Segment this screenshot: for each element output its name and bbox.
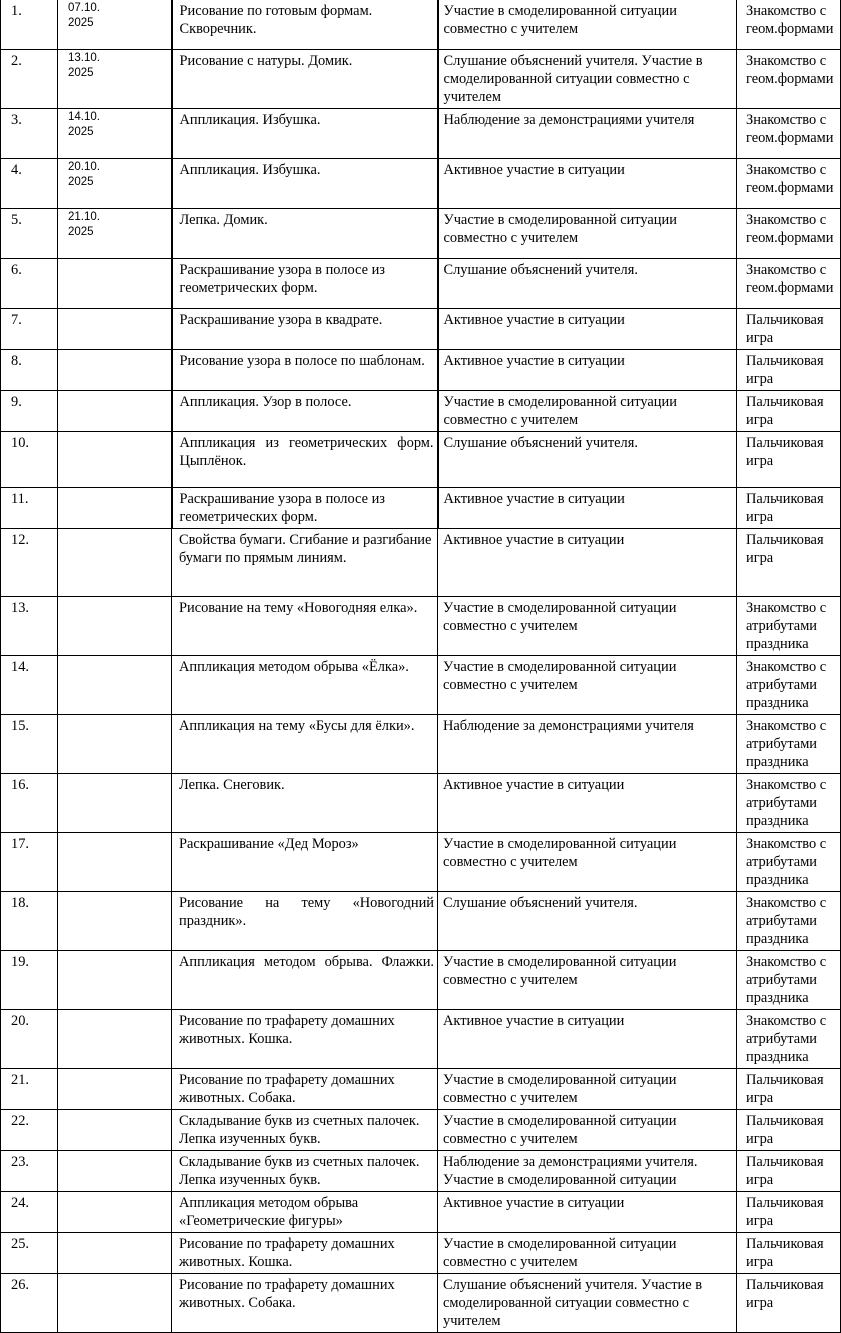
table-row [1,1151,841,1192]
lesson-date [58,1274,172,1333]
lesson-date [58,350,172,391]
lesson-topic [172,1069,438,1110]
row-number-text: 24. [11,1195,29,1211]
lesson-topic-text: Рисование на тему «Новогодний праздник». [179,895,434,929]
lesson-date [58,309,172,350]
correction-work [737,1192,841,1233]
lesson-date-text: 20.10. 2025 [68,161,100,188]
student-activity [438,0,737,50]
student-activity-text: Активное участие в ситуации [443,1013,625,1029]
lesson-topic-text: Аппликация методом обрыва «Геометрические фигуры» [179,1195,359,1229]
student-activity [438,1151,737,1192]
correction-work-text: Знакомство с атрибутами праздника [746,895,827,947]
student-activity-text: Активное участие в ситуации [443,312,625,328]
row-number [1,350,58,391]
lesson-topic-text: Лепка. Домик. [179,212,268,228]
student-activity [438,892,737,951]
student-activity [438,209,737,259]
lesson-date [58,656,172,715]
correction-work [737,774,841,833]
row-number-text: 12. [11,532,29,548]
lesson-topic-text: Аппликация. Избушка. [179,162,321,178]
correction-work-text: Знакомство с атрибутами праздника [746,954,827,1006]
row-number [1,1069,58,1110]
correction-work-text: Пальчиковая игра [746,435,824,469]
table-row [1,1010,841,1069]
student-activity [438,259,737,309]
correction-work [737,1151,841,1192]
table-row [1,350,841,391]
table-row [1,597,841,656]
row-number-text: 18. [11,895,29,911]
row-number [1,50,58,109]
student-activity-text: Наблюдение за демонстрациями учителя. Участие в смоделированной ситуации [443,1154,698,1188]
row-number [1,209,58,259]
lesson-topic-text: Раскрашивание узора в полосе из геометрических форм. [179,491,385,525]
row-number-text: 4. [11,162,22,178]
lesson-topic [172,833,438,892]
correction-work [737,109,841,159]
lesson-topic-text: Аппликация на тему «Бусы для ёлки». [179,718,415,734]
student-activity [438,833,737,892]
correction-work [737,0,841,50]
correction-work [737,1010,841,1069]
lesson-date [58,892,172,951]
student-activity [438,350,737,391]
row-number [1,259,58,309]
correction-work [737,951,841,1010]
table-row [1,715,841,774]
row-number-text: 23. [11,1154,29,1170]
row-number [1,432,58,488]
lesson-topic-text: Рисование узора в полосе по шаблонам. [179,353,425,369]
row-number-text: 17. [11,836,29,852]
lesson-date [58,715,172,774]
table-row [1,259,841,309]
student-activity-text: Участие в смоделированной ситуации совместно с учителем [443,600,677,634]
table-row [1,432,841,488]
student-activity-text: Наблюдение за демонстрациями учителя [443,718,694,734]
row-number [1,0,58,50]
lesson-topic-text: Рисование на тему «Новогодняя елка». [179,600,418,616]
lesson-date [58,259,172,309]
table-row [1,209,841,259]
lesson-date-text: 14.10. 2025 [68,111,100,138]
lesson-topic [172,1010,438,1069]
row-number-text: 9. [11,394,22,410]
row-number-text: 16. [11,777,29,793]
row-number [1,715,58,774]
lesson-topic-text: Аппликация методом обрыва. Флажки. [179,954,434,970]
row-number-text: 10. [11,435,29,451]
lesson-date [58,1069,172,1110]
row-number [1,1233,58,1274]
lesson-topic [172,0,438,50]
row-number [1,1151,58,1192]
student-activity-text: Активное участие в ситуации [443,162,625,178]
lesson-topic-text: Аппликация. Избушка. [179,112,321,128]
row-number [1,892,58,951]
correction-work [737,597,841,656]
lesson-topic [172,1274,438,1333]
student-activity [438,432,737,488]
lesson-topic-text: Аппликация методом обрыва «Ёлка». [179,659,409,675]
lesson-date [58,159,172,209]
student-activity [438,1010,737,1069]
row-number-text: 26. [11,1277,29,1293]
correction-work-text: Пальчиковая игра [746,1072,824,1106]
student-activity-text: Участие в смоделированной ситуации совместно с учителем [443,1236,677,1270]
correction-work [737,1233,841,1274]
lesson-topic [172,1192,438,1233]
correction-work-text: Пальчиковая игра [746,1195,824,1229]
correction-work-text: Пальчиковая игра [746,312,824,346]
lesson-date [58,1110,172,1151]
table-row [1,109,841,159]
correction-work [737,529,841,597]
lesson-topic [172,892,438,951]
lesson-date [58,529,172,597]
lesson-topic [172,951,438,1010]
table-row [1,1192,841,1233]
row-number-text: 7. [11,312,22,328]
student-activity-text: Активное участие в ситуации [443,353,625,369]
lesson-date-text: 21.10. 2025 [68,211,100,238]
lesson-topic [172,597,438,656]
correction-work-text: Знакомство с геом.формами [746,262,834,296]
student-activity-text: Активное участие в ситуации [443,491,625,507]
student-activity-text: Слушание объяснений учителя. [443,262,638,278]
correction-work-text: Знакомство с геом.формами [746,212,834,246]
student-activity-text: Участие в смоделированной ситуации совместно с учителем [443,1072,677,1106]
row-number [1,656,58,715]
table-row [1,529,841,597]
lesson-topic-text: Рисование по трафарету домашних животных. Собака. [179,1277,395,1311]
lesson-date [58,951,172,1010]
student-activity [438,109,737,159]
table-row [1,774,841,833]
lesson-topic-text: Раскрашивание узора в квадрате. [179,312,383,328]
lesson-date [58,1010,172,1069]
correction-work-text: Пальчиковая игра [746,1236,824,1270]
correction-work [737,350,841,391]
row-number [1,1010,58,1069]
lesson-topic [172,432,438,488]
row-number [1,951,58,1010]
lesson-topic-text: Раскрашивание узора в полосе из геометрических форм. [179,262,385,296]
lesson-topic-text: Аппликация. Узор в полосе. [179,394,352,410]
lesson-date [58,597,172,656]
student-activity [438,715,737,774]
table-row [1,0,841,50]
student-activity-text: Активное участие в ситуации [443,777,625,793]
table-row [1,951,841,1010]
table-row [1,488,841,529]
row-number-text: 15. [11,718,29,734]
correction-work [737,1274,841,1333]
correction-work-text: Знакомство с атрибутами праздника [746,600,827,652]
student-activity [438,391,737,432]
row-number [1,774,58,833]
lesson-topic [172,715,438,774]
correction-work [737,209,841,259]
student-activity-text: Наблюдение за демонстрациями учителя [443,112,695,128]
lesson-topic-text: Складывание букв из счетных палочек. Лепка изученных букв. [179,1113,420,1147]
row-number [1,529,58,597]
lesson-date [58,1192,172,1233]
row-number-text: 11. [11,491,29,507]
row-number-text: 25. [11,1236,29,1252]
student-activity-text: Активное участие в ситуации [443,532,625,548]
correction-work [737,391,841,432]
lesson-topic [172,309,438,350]
row-number [1,159,58,209]
table-row [1,1233,841,1274]
student-activity-text: Слушание объяснений учителя. [443,895,638,911]
correction-work-text: Знакомство с атрибутами праздника [746,836,827,888]
table-row [1,1110,841,1151]
student-activity-text: Слушание объяснений учителя. [443,435,638,451]
row-number-text: 20. [11,1013,29,1029]
correction-work-text: Знакомство с геом.формами [746,112,834,146]
lesson-date [58,1233,172,1274]
table-row [1,391,841,432]
lesson-topic [172,1151,438,1192]
row-number [1,1274,58,1333]
correction-work [737,259,841,309]
row-number-text: 5. [11,212,22,228]
lesson-date [58,209,172,259]
correction-work-text: Знакомство с геом.формами [746,53,834,87]
lesson-topic [172,529,438,597]
lesson-date [58,50,172,109]
student-activity-text: Слушание объяснений учителя. Участие в смоделированной ситуации совместно с учителем [443,1277,703,1329]
lesson-topic-text: Рисование с натуры. Домик. [179,53,353,69]
student-activity-text: Участие в смоделированной ситуации совместно с учителем [443,1113,677,1147]
student-activity [438,774,737,833]
row-number-text: 21. [11,1072,29,1088]
row-number [1,309,58,350]
correction-work [737,1110,841,1151]
table-row [1,892,841,951]
lesson-topic [172,350,438,391]
correction-work [737,309,841,350]
student-activity-text: Участие в смоделированной ситуации совместно с учителем [443,659,677,693]
correction-work-text: Пальчиковая игра [746,491,824,525]
student-activity [438,597,737,656]
correction-work [737,50,841,109]
correction-work [737,432,841,488]
student-activity [438,529,737,597]
row-number-text: 19. [11,954,29,970]
lesson-topic [172,1110,438,1151]
student-activity [438,50,737,109]
correction-work [737,159,841,209]
correction-work [737,1069,841,1110]
lesson-topic [172,488,438,529]
correction-work-text: Знакомство с геом.формами [746,3,834,37]
row-number [1,1192,58,1233]
correction-work [737,488,841,529]
correction-work-text: Пальчиковая игра [746,532,824,566]
student-activity [438,1069,737,1110]
row-number-text: 1. [11,3,22,19]
lesson-topic [172,259,438,309]
lesson-date [58,0,172,50]
lesson-topic [172,50,438,109]
table-row [1,159,841,209]
student-activity-text: Участие в смоделированной ситуации совместно с учителем [443,394,677,428]
student-activity [438,309,737,350]
table-row [1,50,841,109]
table-row [1,1274,841,1333]
table-row [1,833,841,892]
lesson-date-text: 13.10. 2025 [68,52,100,79]
lesson-topic [172,391,438,432]
lesson-topic-text: Лепка. Снеговик. [179,777,285,793]
table-row [1,656,841,715]
row-number-text: 22. [11,1113,29,1129]
lesson-topic [172,209,438,259]
lesson-topic-text: Рисование по готовым формам. Скворечник. [179,3,373,37]
row-number [1,488,58,529]
row-number-text: 13. [11,600,29,616]
row-number-text: 8. [11,353,22,369]
row-number-text: 2. [11,53,22,69]
lesson-topic [172,656,438,715]
correction-work-text: Пальчиковая игра [746,1154,824,1188]
lesson-date [58,488,172,529]
student-activity-text: Участие в смоделированной ситуации совместно с учителем [443,3,677,37]
student-activity [438,1110,737,1151]
lesson-topic [172,109,438,159]
student-activity [438,1233,737,1274]
row-number-text: 6. [11,262,22,278]
correction-work-text: Знакомство с атрибутами праздника [746,777,827,829]
student-activity [438,1274,737,1333]
student-activity-text: Участие в смоделированной ситуации совместно с учителем [443,212,677,246]
lesson-date [58,109,172,159]
row-number [1,597,58,656]
lesson-date [58,1151,172,1192]
correction-work-text: Пальчиковая игра [746,353,824,387]
lesson-date [58,833,172,892]
correction-work [737,833,841,892]
table-row [1,309,841,350]
student-activity-text: Участие в смоделированной ситуации совместно с учителем [443,836,677,870]
table-row [1,1069,841,1110]
correction-work [737,656,841,715]
row-number [1,1110,58,1151]
lesson-date-text: 07.10. 2025 [68,2,100,29]
student-activity [438,488,737,529]
student-activity [438,159,737,209]
lesson-topic-text: Раскрашивание «Дед Мороз» [179,836,359,852]
correction-work-text: Знакомство с атрибутами праздника [746,718,827,770]
lesson-date [58,774,172,833]
row-number-text: 14. [11,659,29,675]
row-number [1,391,58,432]
correction-work-text: Пальчиковая игра [746,394,824,428]
correction-work-text: Пальчиковая игра [746,1113,824,1147]
lesson-plan-body [1,0,841,1333]
correction-work-text: Знакомство с геом.формами [746,162,834,196]
student-activity-text: Участие в смоделированной ситуации совместно с учителем [443,954,677,988]
student-activity [438,951,737,1010]
lesson-topic-text: Свойства бумаги. Сгибание и разгибание бумаги по прямым линиям. [179,532,432,566]
lesson-topic-text: Складывание букв из счетных палочек. Лепка изученных букв. [179,1154,420,1188]
student-activity [438,1192,737,1233]
student-activity-text: Слушание объяснений учителя. Участие в смоделированной ситуации совместно с учителем [443,53,703,105]
lesson-topic-text: Рисование по трафарету домашних животных. Кошка. [179,1013,395,1047]
lesson-topic [172,1233,438,1274]
correction-work-text: Знакомство с атрибутами праздника [746,659,827,711]
row-number [1,833,58,892]
lesson-topic-text: Аппликация из геометрических форм. Цыплёнок. [179,435,434,469]
correction-work [737,892,841,951]
correction-work-text: Пальчиковая игра [746,1277,824,1311]
lesson-date [58,391,172,432]
row-number [1,109,58,159]
row-number-text: 3. [11,112,22,128]
correction-work [737,715,841,774]
lesson-topic [172,774,438,833]
correction-work-text: Знакомство с атрибутами праздника [746,1013,827,1065]
lesson-topic-text: Рисование по трафарету домашних животных. Кошка. [179,1236,395,1270]
lesson-topic [172,159,438,209]
student-activity [438,656,737,715]
student-activity-text: Активное участие в ситуации [443,1195,625,1211]
lesson-topic-text: Рисование по трафарету домашних животных. Собака. [179,1072,395,1106]
lesson-date [58,432,172,488]
